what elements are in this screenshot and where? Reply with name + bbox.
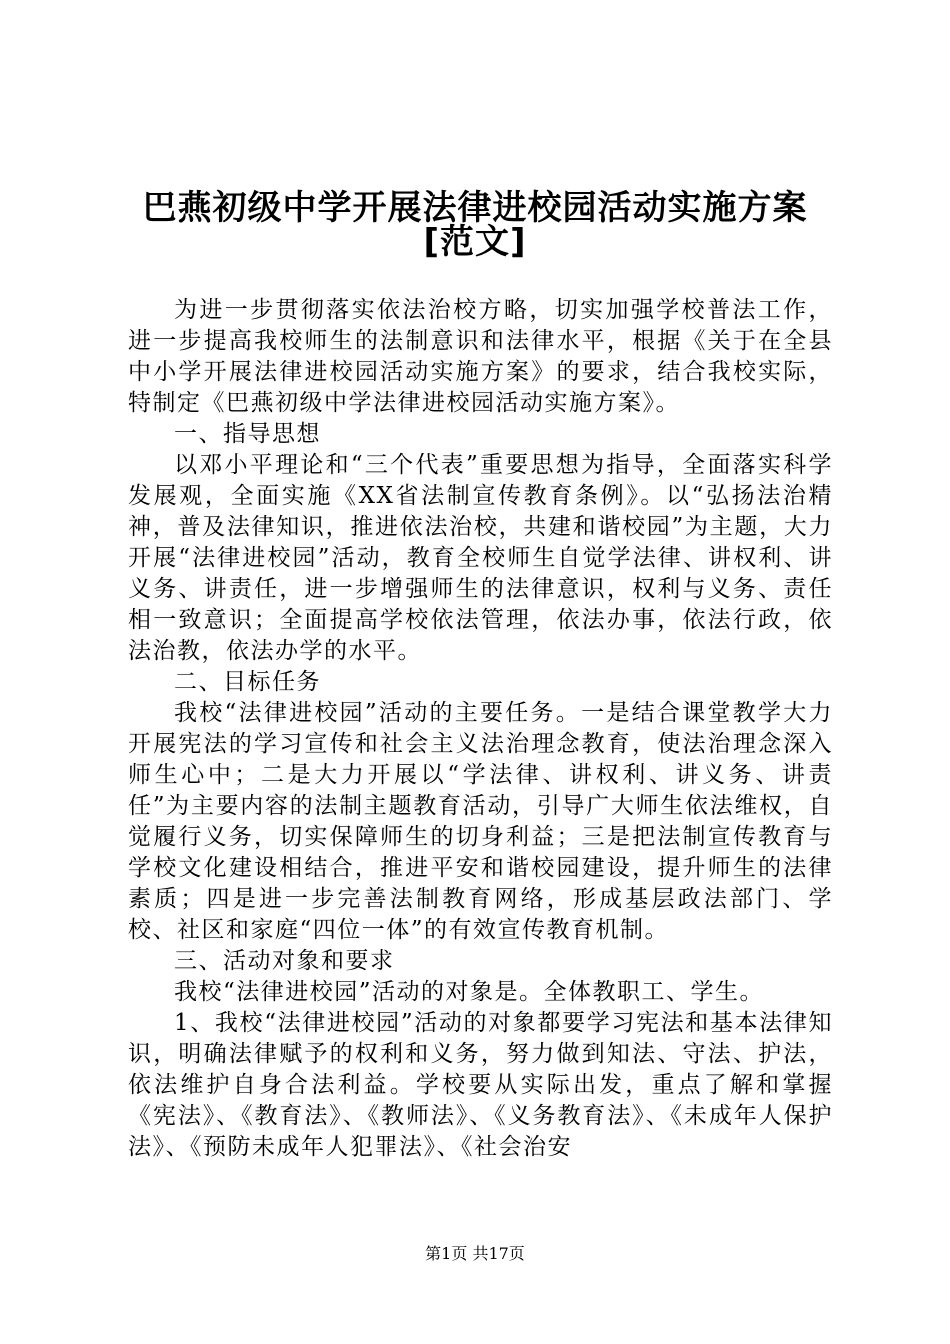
page-number-footer: 第1页 共17页 xyxy=(425,1244,525,1263)
document-body xyxy=(128,295,833,1163)
paragraph-guiding-ideology: 以邓小平理论和“三个代表”重要思想为指导，全面落实科学发展观，全面实施《XX省法制宣传教育条例》。以“弘扬法治精神，普及法律知识，推进依法治校，共建和谐校园”为主题，大力开展“法律进校园”活动，教育全校师生自觉学法律、讲权利、讲义务、讲责任，进一步增强师生的法律意识，权利与义务、责任相一致意识；全面提高学校依法管理，依法办事，依法行政，依法治教，依法办学的水平。 xyxy=(128,452,833,664)
section-heading-goals-tasks: 二、目标任务 xyxy=(174,669,321,695)
paragraph-requirement-1: 1、我校“法律进校园”活动的对象都要学习宪法和基本法律知识，明确法律赋予的权利和义务，努力做到知法、守法、护法，依法维护自身合法利益。学校要从实际出发，重点了解和掌握《宪法》、《教育法》、《教师法》、《义务教育法》、《未成年人保护法》、《预防未成年人犯罪法》、《社会治安 xyxy=(128,1010,833,1160)
paragraph-intro: 为进一步贯彻落实依法治校方略，切实加强学校普法工作，进一步提高我校师生的法制意识和法律水平，根据《关于在全县中小学开展法律进校园活动实施方案》的要求，结合我校实际，特制定《巴燕初级中学法律进校园活动实施方案》。 xyxy=(128,297,833,416)
document-title: 巴燕初级中学开展法律进校园活动实施方案 xyxy=(142,188,808,228)
paragraph-targets: 我校“法律进校园”活动的对象是。全体教职工、学生。 xyxy=(174,979,765,1005)
section-heading-guiding-ideology: 一、指导思想 xyxy=(174,421,321,447)
section-heading-targets-requirements: 三、活动对象和要求 xyxy=(174,948,395,974)
document-title-suffix: [范文] xyxy=(423,222,527,262)
paragraph-goals-tasks: 我校“法律进校园”活动的主要任务。一是结合课堂教学大力开展宪法的学习宣传和社会主义法治理念教育，使法治理念深入师生心中；二是大力开展以“学法律、讲权利、讲义务、讲责任”为主要内容的法制主题教育活动，引导广大师生依法维权，自觉履行义务，切实保障师生的切身利益；三是把法制宣传教育与学校文化建设相结合，推进平安和谐校园建设，提升师生的法律素质；四是进一步完善法制教育网络，形成基层政法部门、学校、社区和家庭“四位一体”的有效宣传教育机制。 xyxy=(128,700,833,943)
